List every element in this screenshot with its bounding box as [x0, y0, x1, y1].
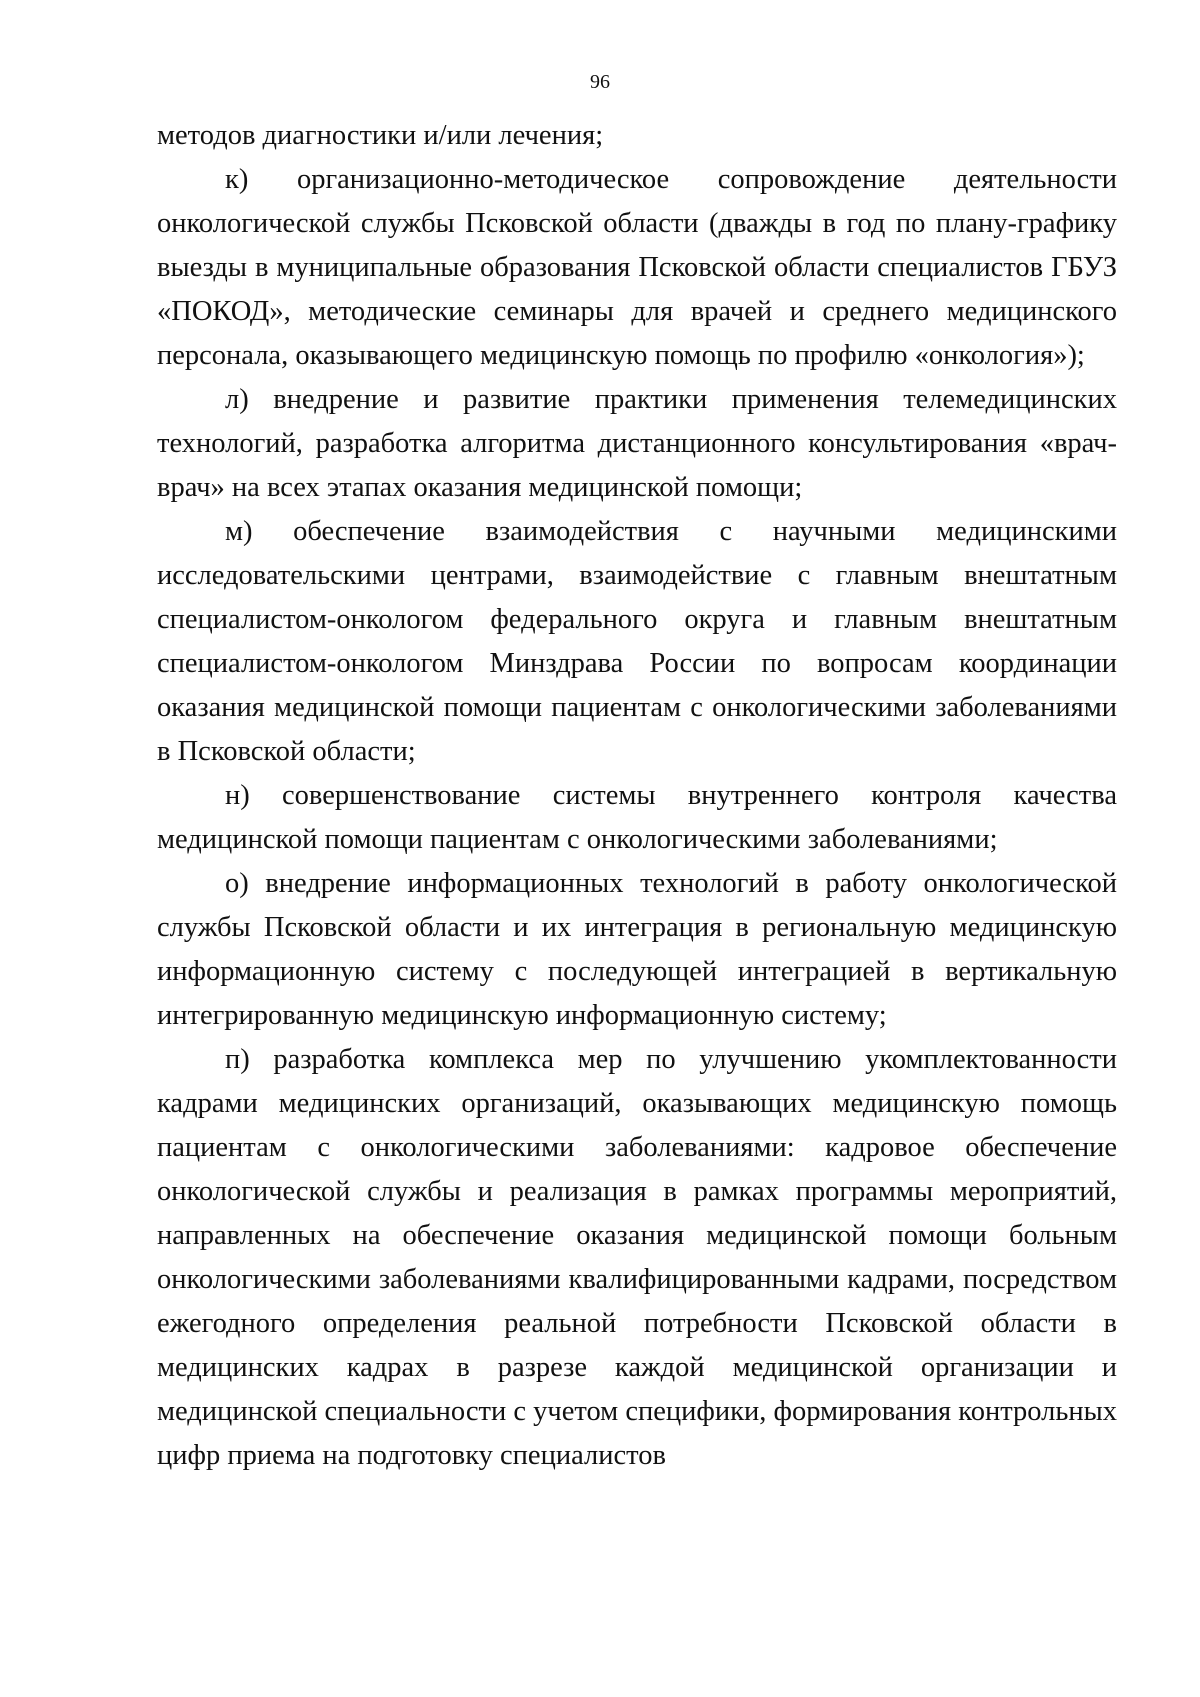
paragraph-item-n: н) совершенствование системы внутреннего контроля качества медицинской помощи пациентам с онкологическими заболеваниями; — [157, 780, 1117, 855]
paragraph-item-m: м) обеспечение взаимодействия с научными медицинскими исследовательскими центрами, взаимодействие с главным внештатным специалистом-онкологом федерального округа и главным внештатным специалистом-онкологом Минздрава России по вопросам координации оказания медицинской помощи пациентам с онкологическими заболеваниями в Псковской области; — [157, 516, 1117, 767]
paragraph-item-o: о) внедрение информационных технологий в работу онкологической службы Псковской области и их интеграция в региональную медицинскую информационную систему с последующей интеграцией в вертикальную интегрированную медицинскую информационную систему; — [157, 868, 1117, 1031]
document-body — [157, 114, 1117, 1478]
paragraph-item-p: п) разработка комплекса мер по улучшению укомплектованности кадрами медицинских организаций, оказывающих медицинскую помощь пациентам с онкологическими заболеваниями: кадровое обеспечение онкологической службы и реализация в рамках программы мероприятий, направленных на обеспечение оказания медицинской помощи больным онкологическими заболеваниями квалифицированными кадрами, посредством ежегодного определения реальной потребности Псковской области в медицинских кадрах в разрезе каждой медицинской организации и медицинской специальности с учетом специфики, формирования контрольных цифр приема на подготовку специалистов — [157, 1044, 1117, 1471]
paragraph-item-k: к) организационно-методическое сопровождение деятельности онкологической службы Псковской области (дважды в год по плану-графику выезды в муниципальные образования Псковской области специалистов ГБУЗ «ПОКОД», методические семинары для врачей и среднего медицинского персонала, оказывающего медицинскую помощь по профилю «онкология»); — [157, 164, 1117, 371]
paragraph-continuation: методов диагностики и/или лечения; — [157, 120, 604, 151]
page-number: 96 — [590, 71, 610, 93]
paragraph-item-l: л) внедрение и развитие практики применения телемедицинских технологий, разработка алгоритма дистанционного консультирования «врач-врач» на всех этапах оказания медицинской помощи; — [157, 384, 1117, 503]
